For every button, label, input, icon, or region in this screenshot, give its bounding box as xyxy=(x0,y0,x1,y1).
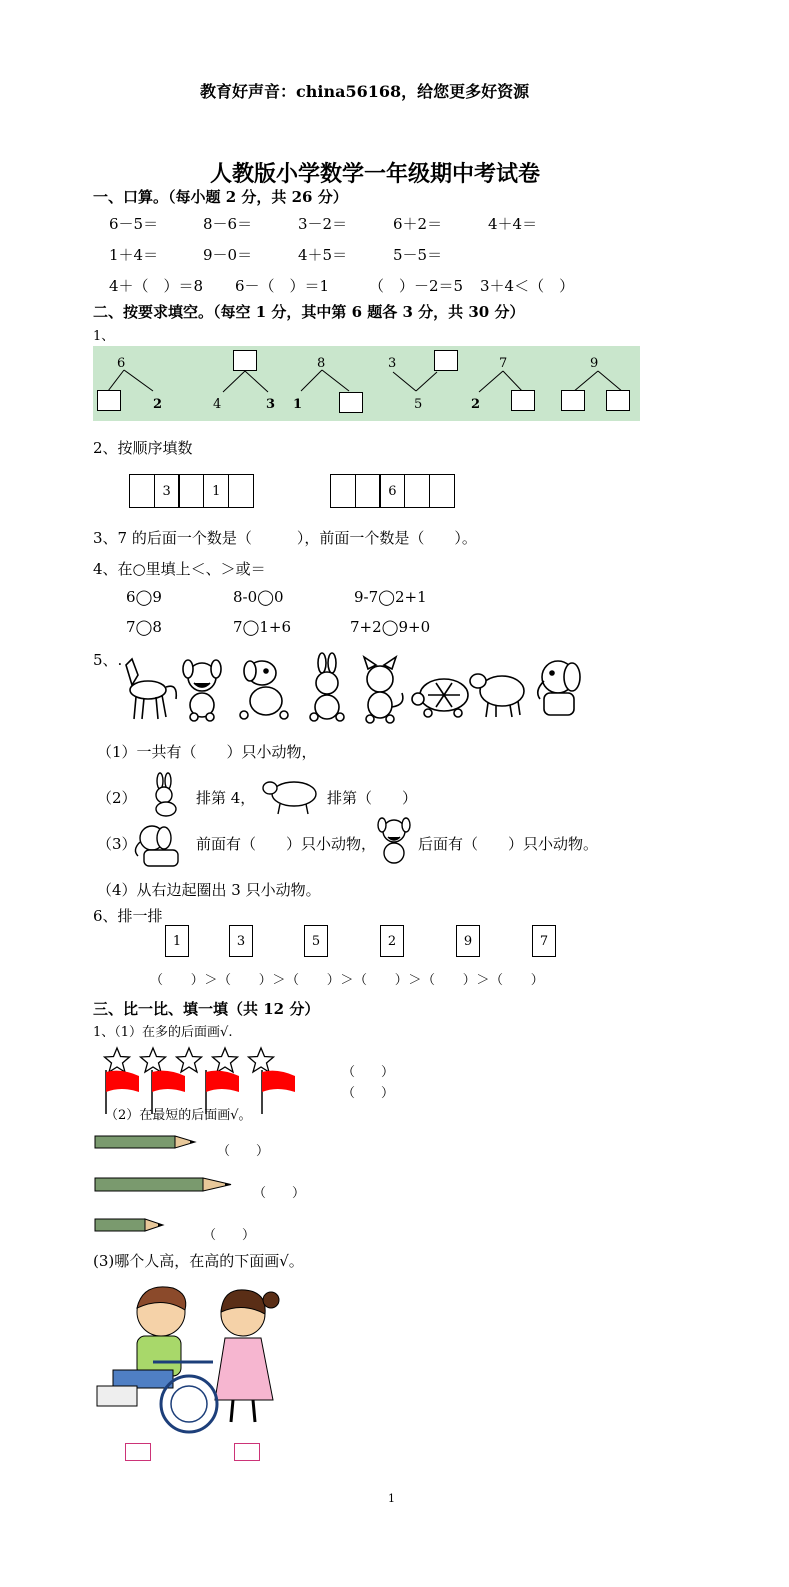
q2-label: 2、按顺序填数 xyxy=(93,439,193,457)
page-number: 1 xyxy=(388,1492,395,1505)
sequence-cell[interactable] xyxy=(404,474,430,508)
pencil-icon xyxy=(95,1134,205,1150)
oral-item: 6－（ ）＝1 xyxy=(235,277,330,295)
oral-item: 8－6＝ xyxy=(203,215,253,233)
oral-item: 5－5＝ xyxy=(393,246,443,264)
q5-3-suffix: 后面有（ ）只小动物。 xyxy=(418,835,599,853)
s3-q1-1: 1、（1）在多的后面画√. xyxy=(93,1025,233,1040)
s3-q1-2: （2）在最短的后面画√。 xyxy=(105,1108,252,1123)
puppy-icon xyxy=(240,661,288,719)
answer-paren[interactable]: （ ） xyxy=(203,1228,256,1243)
compare-left: 6 xyxy=(126,588,136,606)
compare-item xyxy=(350,618,430,636)
dog-icon xyxy=(183,660,221,721)
number-bond-band xyxy=(93,346,640,421)
compare-right: 1+6 xyxy=(259,618,291,636)
bond-right: 3 xyxy=(266,397,276,412)
cat-icon xyxy=(364,657,403,723)
number-card: 1 xyxy=(165,925,189,957)
number-bond-lines xyxy=(93,346,640,421)
compare-left: 7 xyxy=(233,618,243,636)
bond-blank-box[interactable] xyxy=(561,390,585,411)
oral-item: 9－0＝ xyxy=(203,246,253,264)
number-card: 5 xyxy=(304,925,328,957)
q5-1: （1）一共有（ ）只小动物， xyxy=(97,743,317,761)
oral-item: （ ）－2＝5 xyxy=(369,277,464,295)
bond-blank-box[interactable] xyxy=(233,350,257,371)
section3-heading: 三、比一比、填一填（共 12 分） xyxy=(93,1000,320,1018)
star-icon xyxy=(105,1048,130,1072)
compare-circle-icon[interactable]: ◯ xyxy=(242,618,260,636)
bond-top: 9 xyxy=(590,356,599,371)
sequence-cell[interactable] xyxy=(330,474,356,508)
turtle-icon xyxy=(412,679,468,717)
q5-4: （4）从右边起圈出 3 只小动物。 xyxy=(97,881,321,899)
answer-checkbox[interactable] xyxy=(234,1443,260,1461)
bond-blank-box[interactable] xyxy=(511,390,535,411)
boy-icon xyxy=(97,1287,186,1406)
compare-right: 2+1 xyxy=(394,588,427,606)
answer-paren[interactable]: （ ） xyxy=(217,1144,270,1159)
q5-2-prefix: （2） xyxy=(97,789,137,807)
compare-right: 9 xyxy=(152,588,162,606)
oral-item: 3＋4＜（ ） xyxy=(480,277,575,295)
sequence-cell: 6 xyxy=(379,474,405,508)
q5-2-suffix: 排第（ ） xyxy=(327,789,418,807)
q5-2-middle: 排第 4， xyxy=(196,789,256,807)
star-icon xyxy=(213,1048,238,1072)
q5-label: 5、. xyxy=(93,651,123,669)
compare-left: 9-7 xyxy=(354,588,379,606)
pencil-icon xyxy=(95,1176,240,1194)
page-header: 教育好声音：china56168，给您更多好资源 xyxy=(200,82,530,101)
compare-right: 8 xyxy=(152,618,162,636)
bond-right: 2 xyxy=(153,397,163,412)
sequence-cell[interactable] xyxy=(129,474,155,508)
sequence-cell[interactable] xyxy=(228,474,254,508)
bond-left: 4 xyxy=(213,397,222,412)
sequence-cell: 1 xyxy=(203,474,229,508)
sequence-row-2 xyxy=(331,474,455,508)
number-card: 3 xyxy=(229,925,253,957)
bond-top: 3 xyxy=(388,356,397,371)
compare-left: 8-0 xyxy=(233,588,258,606)
compare-right: 0 xyxy=(273,588,284,606)
children-illustration xyxy=(93,1282,303,1462)
sequence-cell[interactable] xyxy=(355,474,381,508)
bond-blank-box[interactable] xyxy=(339,392,363,413)
star-icon xyxy=(177,1048,202,1072)
compare-item xyxy=(354,588,427,606)
bond-blank-box[interactable] xyxy=(97,390,121,411)
star-icon xyxy=(249,1048,274,1072)
compare-circle-icon[interactable]: ◯ xyxy=(378,588,395,606)
oral-item: 6－5＝ xyxy=(109,215,159,233)
bond-top: 7 xyxy=(499,356,508,371)
oral-item: 4＋4＝ xyxy=(488,215,538,233)
compare-item xyxy=(233,618,291,636)
oral-item: 1＋4＝ xyxy=(109,246,159,264)
q6-label: 6、排一排 xyxy=(93,907,163,925)
page-title: 人教版小学数学一年级期中考试卷 xyxy=(210,161,541,187)
bond-blank-box[interactable] xyxy=(606,390,630,411)
compare-circle-icon[interactable]: ◯ xyxy=(257,588,274,606)
q6-blanks[interactable]: （ ）＞（ ）＞（ ）＞（ ）＞（ ）＞（ ） xyxy=(150,973,545,988)
compare-item xyxy=(126,588,162,606)
rabbit-icon xyxy=(310,653,344,721)
number-card: 2 xyxy=(380,925,404,957)
number-card: 7 xyxy=(532,925,556,957)
pencil-icon xyxy=(95,1217,170,1233)
answer-paren[interactable]: （ ） xyxy=(342,1086,395,1101)
bond-top: 8 xyxy=(317,356,326,371)
bond-left: 1 xyxy=(293,397,303,412)
girl-icon xyxy=(215,1290,279,1422)
s3-q1-3: (3)哪个人高，在高的下面画√。 xyxy=(93,1252,304,1270)
answer-paren[interactable]: （ ） xyxy=(342,1065,395,1080)
bond-bottom: 5 xyxy=(414,397,423,412)
oral-item: 4＋5＝ xyxy=(298,246,348,264)
sheep-icon xyxy=(262,776,322,816)
compare-left: 7+2 xyxy=(350,618,382,636)
compare-circle-icon[interactable]: ◯ xyxy=(135,588,153,606)
compare-right: 9+0 xyxy=(398,618,431,636)
section2-heading: 二、按要求填空。（每空 1 分，其中第 6 题各 3 分，共 30 分） xyxy=(93,303,525,321)
rabbit-icon xyxy=(140,775,190,817)
q3-text: 3、7 的后面一个数是（ ），前面一个数是（ ）。 xyxy=(93,529,477,547)
sheep-icon xyxy=(470,674,524,717)
elephant-icon xyxy=(538,661,580,715)
oral-item: 4＋（ ）＝8 xyxy=(109,277,204,295)
animal-lineup xyxy=(118,655,588,725)
number-card: 9 xyxy=(456,925,480,957)
compare-circle-icon[interactable]: ◯ xyxy=(381,618,399,636)
q5-3-prefix: （3） xyxy=(97,835,137,853)
q5-3-middle: 前面有（ ）只小动物， xyxy=(196,835,377,853)
q4-label: 4、在○里填上＜、＞或＝ xyxy=(93,560,266,578)
bond-top: 6 xyxy=(117,356,126,371)
elephant-icon xyxy=(130,822,190,868)
sequence-cell: 3 xyxy=(154,474,180,508)
sequence-row-1 xyxy=(130,474,254,508)
dog-icon xyxy=(372,815,422,865)
compare-item xyxy=(126,618,162,636)
section1-heading: 一、口算。（每小题 2 分，共 26 分） xyxy=(93,188,348,206)
answer-paren[interactable]: （ ） xyxy=(253,1186,306,1201)
answer-checkbox[interactable] xyxy=(125,1443,151,1461)
oral-item: 3－2＝ xyxy=(298,215,348,233)
compare-left: 7 xyxy=(126,618,136,636)
sequence-cell[interactable] xyxy=(178,474,204,508)
compare-item xyxy=(233,588,284,606)
flag-icon xyxy=(262,1070,295,1114)
horse-icon xyxy=(126,659,176,719)
bond-left: 2 xyxy=(471,397,481,412)
oral-item: 6＋2＝ xyxy=(393,215,443,233)
compare-circle-icon[interactable]: ◯ xyxy=(135,618,153,636)
bond-blank-box[interactable] xyxy=(434,350,458,371)
q1-label: 1、 xyxy=(93,329,115,344)
star-icon xyxy=(141,1048,166,1072)
sequence-cell[interactable] xyxy=(429,474,455,508)
